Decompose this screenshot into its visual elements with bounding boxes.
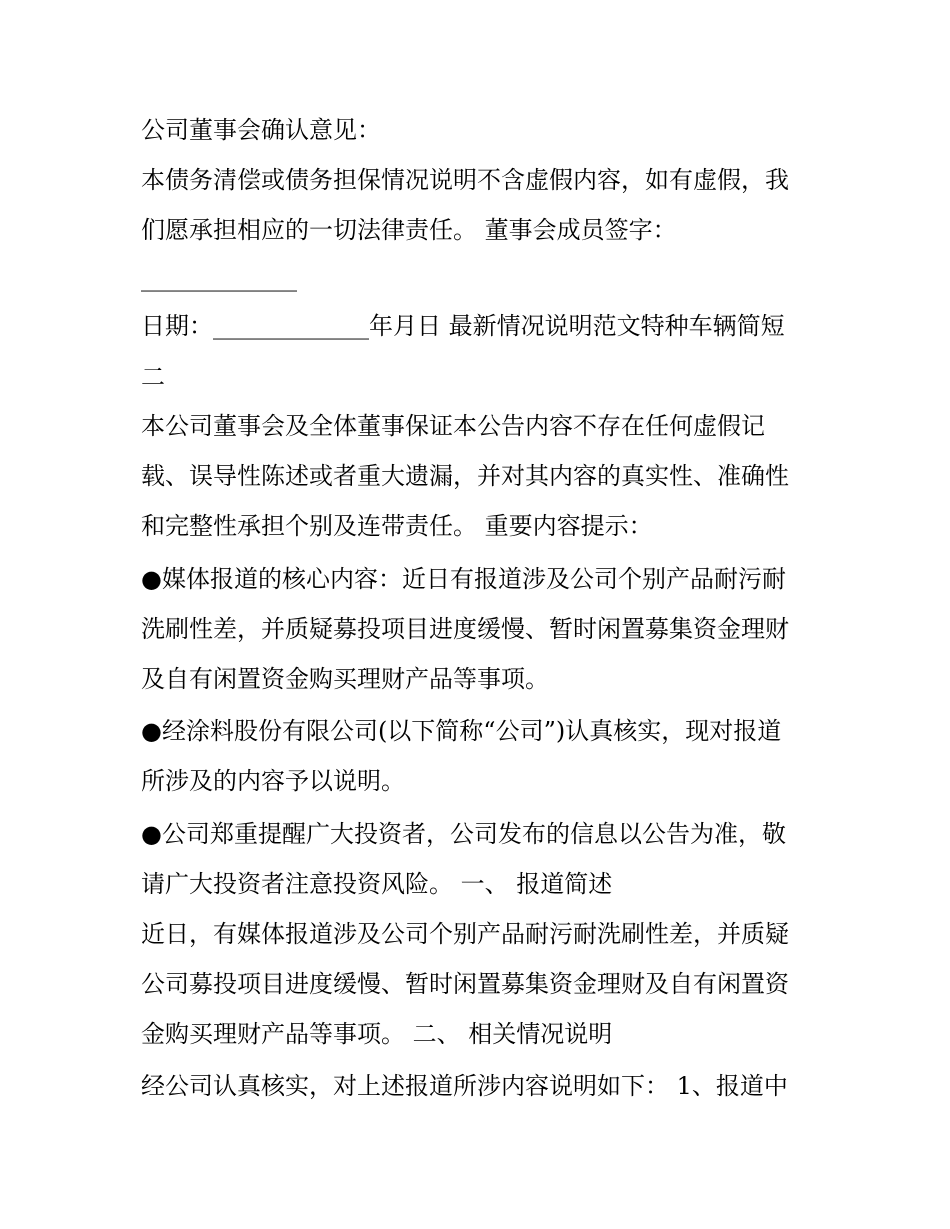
text-line: 本公司董事会及全体董事保证本公告内容不存在任何虚假记 <box>141 412 765 440</box>
text-line: 及自有闲置资金购买理财产品等事项。 <box>141 665 549 693</box>
date-line: 日期：_____________年月日 最新情况说明范文特种车辆简短 <box>141 312 785 340</box>
text-line: 们愿承担相应的一切法律责任。 董事会成员签字： <box>141 216 677 244</box>
board-confirmation-heading: 公司董事会确认意见： <box>141 116 381 144</box>
bullet-line: ●经涂料股份有限公司(以下简称“公司”)认真核实，现对报道 <box>141 717 782 745</box>
bullet-line: ●媒体报道的核心内容：近日有报道涉及公司个别产品耐污耐 <box>141 565 786 593</box>
text-line: 所涉及的内容予以说明。 <box>141 767 405 795</box>
text-line: 本债务清偿或债务担保情况说明不含虚假内容，如有虚假，我 <box>141 166 789 194</box>
text-line: 经公司认真核实，对上述报道所涉内容说明如下： 1、报道中 <box>141 1072 788 1100</box>
text-line: 载、误导性陈述或者重大遗漏，并对其内容的真实性、准确性 <box>141 462 789 490</box>
text-line: 金购买理财产品等事项。 二、 相关情况说明 <box>141 1020 613 1048</box>
text-line: 近日，有媒体报道涉及公司个别产品耐污耐洗刷性差，并质疑 <box>141 920 789 948</box>
text-line: 和完整性承担个别及连带责任。 重要内容提示： <box>141 512 653 540</box>
text-line: 请广大投资者注意投资风险。 一、 报道简述 <box>141 870 613 898</box>
section-number: 二 <box>141 363 165 391</box>
signature-blank: _____________ <box>141 264 297 292</box>
bullet-line: ●公司郑重提醒广大投资者，公司发布的信息以公告为准，敬 <box>141 820 786 848</box>
text-line: 公司募投项目进度缓慢、暂时闲置募集资金理财及自有闲置资 <box>141 970 789 998</box>
text-line: 洗刷性差，并质疑募投项目进度缓慢、暂时闲置募集资金理财 <box>141 615 789 643</box>
